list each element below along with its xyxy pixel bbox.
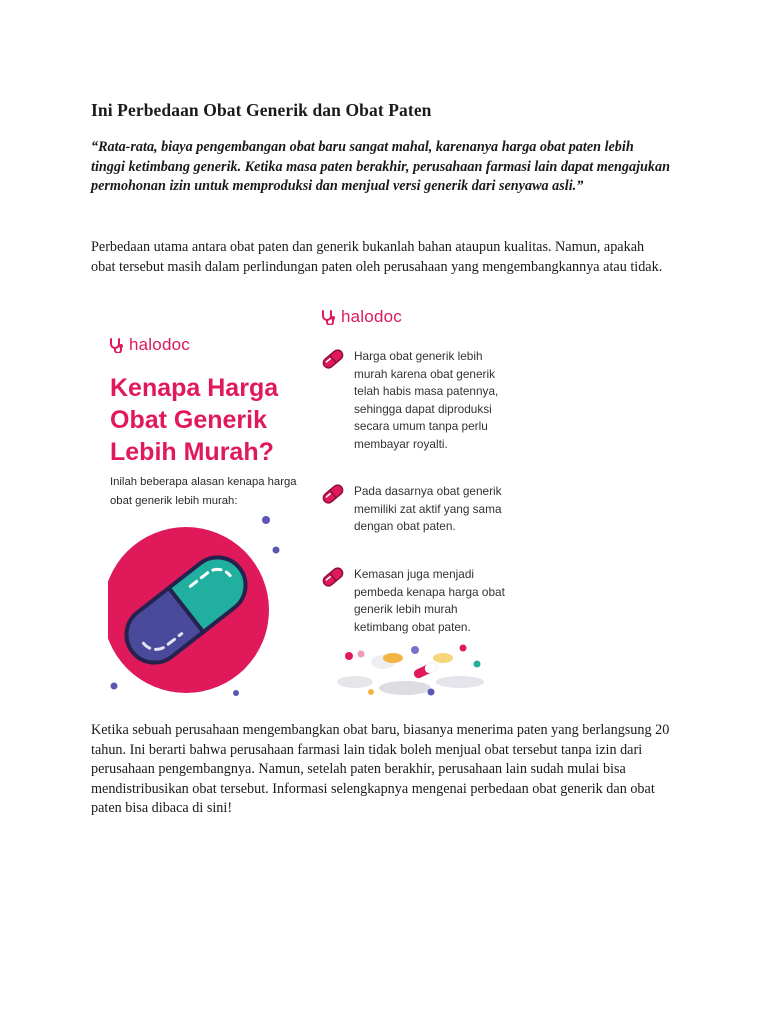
article-paragraph-1: Perbedaan utama antara obat paten dan generik bukanlah bahan ataupun kualitas. Namun, apakah obat tersebut masih dalam perlindungan paten oleh perusahaan yang mengembangkannya atau tidak. xyxy=(91,239,663,275)
tablet xyxy=(460,645,467,652)
capsule-icon xyxy=(320,481,346,507)
decor-dot xyxy=(111,683,118,690)
halodoc-logo-right xyxy=(320,307,402,327)
halodoc-logo-left xyxy=(108,335,190,355)
reason-item-1 xyxy=(320,348,514,453)
reason-item-2 xyxy=(320,483,514,536)
tablet xyxy=(433,653,453,663)
decor-dot xyxy=(273,547,280,554)
tablet xyxy=(411,646,419,654)
infographic-headline: Kenapa Harga Obat Generik Lebih Murah? xyxy=(110,374,279,466)
tablet xyxy=(436,676,484,688)
decor-dot xyxy=(262,516,270,524)
infographic-subheadline: Inilah beberapa alasan kenapa harga obat generik lebih murah: xyxy=(110,476,297,507)
reason-text: Pada dasarnya obat generik memiliki zat aktif yang sama dengan obat paten. xyxy=(354,484,502,533)
tablet xyxy=(383,653,403,663)
reason-item-3 xyxy=(320,566,514,636)
stethoscope-icon xyxy=(108,337,126,353)
article-quote: “Rata-rata, biaya pengembangan obat baru sangat mahal, karenanya harga obat paten lebih tinggi ketimbang generik. Ketika masa paten berakhir, perusahaan farmasi lain dapat mengajukan permohonan izin untuk memproduksi dan menjual versi generik dari senyawa asli.” xyxy=(91,139,671,194)
pills-pile-illustration xyxy=(335,640,495,700)
tablet xyxy=(368,689,374,695)
reason-text: Harga obat generik lebih murah karena obat generik telah habis masa patennya, sehingga dapat diproduksi secara umum tanpa perlu membayar royalti. xyxy=(354,349,499,451)
capsule-icon xyxy=(320,346,346,372)
capsule-pill-icon xyxy=(108,510,288,700)
article-paragraph-2: Ketika sebuah perusahaan mengembangkan obat baru, biasanya menerima paten yang berlangsung 20 tahun. Ini berarti bahwa perusahaan farmasi lain tidak boleh menjual obat tersebut tanpa izin dari perusahaan pengembangnya. Namun, setelah paten berakhir, perusahaan lain sudah mulai bisa mendistribusikan obat tersebut. Informasi selengkapnya mengenai perbedaan obat generik dan obat paten bisa dibaca di sini! xyxy=(91,722,670,816)
decor-dot xyxy=(233,690,239,696)
reason-text: Kemasan juga menjadi pembeda kenapa harga obat generik lebih murah ketimbang obat paten. xyxy=(354,567,505,634)
article-title: Ini Perbedaan Obat Generik dan Obat Paten xyxy=(91,100,432,120)
capsule-icon xyxy=(320,564,346,590)
tablet xyxy=(358,651,365,658)
halodoc-wordmark: halodoc xyxy=(129,335,190,354)
tablet xyxy=(345,652,353,660)
tablet xyxy=(337,676,373,688)
tablet xyxy=(474,661,481,668)
halodoc-wordmark: halodoc xyxy=(341,307,402,326)
tablet xyxy=(428,689,435,696)
tablet xyxy=(379,681,431,695)
stethoscope-icon xyxy=(320,309,338,325)
